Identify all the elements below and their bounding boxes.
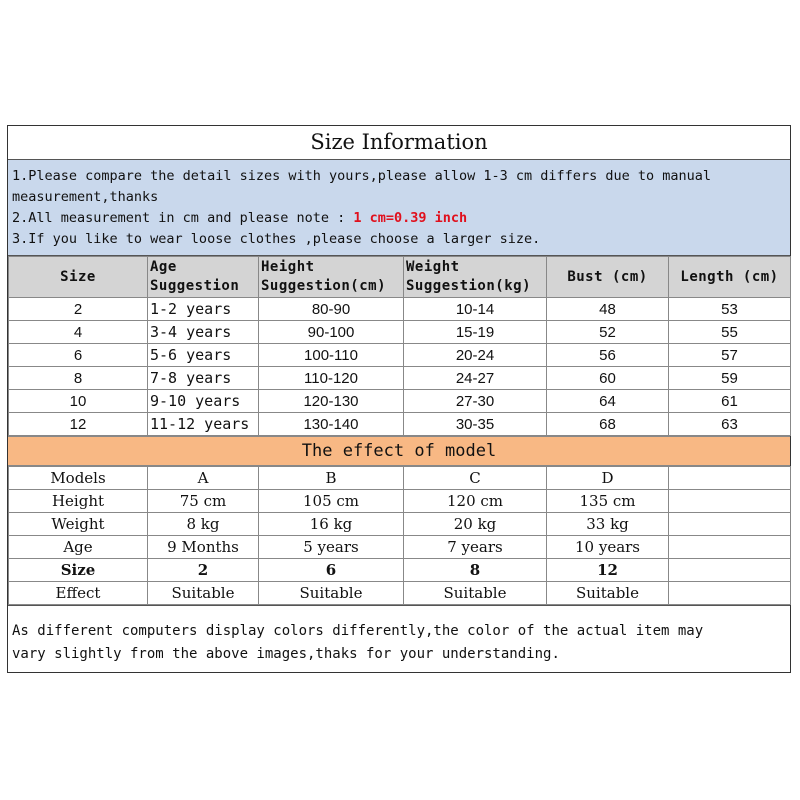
- table-row: [9, 321, 791, 344]
- cell-height: 120-130: [259, 390, 404, 413]
- cell-height: 100-110: [259, 344, 404, 367]
- model-b: 6: [259, 559, 404, 582]
- empty-cell: [669, 513, 791, 536]
- note-line-3: 3.If you like to wear loose clothes ,please choose a larger size.: [12, 231, 541, 247]
- header-height: [259, 257, 404, 298]
- cell-weight: 30-35: [404, 413, 547, 436]
- cell-age: 9-10 years: [148, 390, 259, 413]
- model-a: 8 kg: [148, 513, 259, 536]
- model-d: 135 cm: [547, 490, 669, 513]
- cell-size: 2: [9, 298, 148, 321]
- model-d: 33 kg: [547, 513, 669, 536]
- empty-cell: [669, 490, 791, 513]
- cell-age: 1-2 years: [148, 298, 259, 321]
- cell-bust: 64: [547, 390, 669, 413]
- model-row-effect: [9, 582, 791, 605]
- conversion-highlight: 1 cm=0.39 inch: [353, 210, 468, 226]
- cell-age: 3-4 years: [148, 321, 259, 344]
- cell-age: 11-12 years: [148, 413, 259, 436]
- model-c: Suitable: [404, 582, 547, 605]
- sheet-title: Size Information: [8, 126, 790, 160]
- size-table-header: [9, 257, 791, 298]
- empty-cell: [669, 582, 791, 605]
- table-row: [9, 298, 791, 321]
- model-d: Suitable: [547, 582, 669, 605]
- model-row-height: [9, 490, 791, 513]
- cell-length: 55: [669, 321, 791, 344]
- cell-weight: 24-27: [404, 367, 547, 390]
- model-a: Suitable: [148, 582, 259, 605]
- header-weight: [404, 257, 547, 298]
- row-label: Age: [9, 536, 148, 559]
- model-c: 120 cm: [404, 490, 547, 513]
- cell-length: 63: [669, 413, 791, 436]
- cell-bust: 56: [547, 344, 669, 367]
- model-a: A: [148, 467, 259, 490]
- model-row-age: [9, 536, 791, 559]
- model-table: [8, 466, 791, 605]
- color-disclaimer: [8, 605, 790, 666]
- model-b: 16 kg: [259, 513, 404, 536]
- note-line-2-text: 2.All measurement in cm and please note :: [12, 210, 354, 226]
- cell-length: 53: [669, 298, 791, 321]
- cell-bust: 68: [547, 413, 669, 436]
- size-information-sheet: [7, 125, 791, 673]
- model-row-size: [9, 559, 791, 582]
- cell-length: 61: [669, 390, 791, 413]
- model-a: 75 cm: [148, 490, 259, 513]
- row-label: Height: [9, 490, 148, 513]
- header-height-line2: Suggestion(cm): [261, 278, 387, 294]
- header-age-line1: Age: [150, 259, 177, 275]
- cell-height: 110-120: [259, 367, 404, 390]
- model-c: 7 years: [404, 536, 547, 559]
- row-label: Effect: [9, 582, 148, 605]
- row-label: Models: [9, 467, 148, 490]
- cell-size: 8: [9, 367, 148, 390]
- cell-height: 130-140: [259, 413, 404, 436]
- header-age: [148, 257, 259, 298]
- header-weight-line1: Weight: [406, 259, 460, 275]
- notes-panel: [8, 160, 790, 256]
- cell-height: 80-90: [259, 298, 404, 321]
- model-b: 105 cm: [259, 490, 404, 513]
- cell-age: 7-8 years: [148, 367, 259, 390]
- cell-weight: 15-19: [404, 321, 547, 344]
- table-row: [9, 390, 791, 413]
- cell-size: 10: [9, 390, 148, 413]
- row-label: Weight: [9, 513, 148, 536]
- model-row-models: [9, 467, 791, 490]
- model-c: 20 kg: [404, 513, 547, 536]
- header-age-line2: Suggestion: [150, 278, 240, 294]
- disclaimer-line-1: As different computers display colors differently,the color of the actual item may: [12, 623, 704, 639]
- empty-cell: [669, 536, 791, 559]
- cell-length: 59: [669, 367, 791, 390]
- cell-bust: 48: [547, 298, 669, 321]
- model-section-title: The effect of model: [8, 436, 790, 466]
- cell-weight: 20-24: [404, 344, 547, 367]
- model-a: 9 Months: [148, 536, 259, 559]
- note-line-1: 1.Please compare the detail sizes with yours,please allow 1-3 cm differs due to manual measurement,thanks: [12, 168, 711, 205]
- model-b: B: [259, 467, 404, 490]
- model-b: 5 years: [259, 536, 404, 559]
- model-c: C: [404, 467, 547, 490]
- model-d: 10 years: [547, 536, 669, 559]
- table-row: [9, 413, 791, 436]
- cell-size: 4: [9, 321, 148, 344]
- header-size: Size: [9, 257, 148, 298]
- note-line-2: [12, 208, 786, 229]
- cell-length: 57: [669, 344, 791, 367]
- model-d: D: [547, 467, 669, 490]
- size-table: [8, 256, 791, 436]
- header-length: Length (cm): [669, 257, 791, 298]
- header-bust: Bust (cm): [547, 257, 669, 298]
- table-row: [9, 367, 791, 390]
- cell-weight: 27-30: [404, 390, 547, 413]
- header-height-line1: Height: [261, 259, 315, 275]
- row-label: Size: [9, 559, 148, 582]
- empty-cell: [669, 467, 791, 490]
- disclaimer-line-2: vary slightly from the above images,thaks for your understanding.: [12, 646, 560, 662]
- header-weight-line2: Suggestion(kg): [406, 278, 532, 294]
- model-a: 2: [148, 559, 259, 582]
- model-d: 12: [547, 559, 669, 582]
- cell-size: 6: [9, 344, 148, 367]
- table-row: [9, 344, 791, 367]
- cell-weight: 10-14: [404, 298, 547, 321]
- model-row-weight: [9, 513, 791, 536]
- model-b: Suitable: [259, 582, 404, 605]
- cell-bust: 52: [547, 321, 669, 344]
- cell-bust: 60: [547, 367, 669, 390]
- empty-cell: [669, 559, 791, 582]
- cell-age: 5-6 years: [148, 344, 259, 367]
- cell-size: 12: [9, 413, 148, 436]
- model-c: 8: [404, 559, 547, 582]
- cell-height: 90-100: [259, 321, 404, 344]
